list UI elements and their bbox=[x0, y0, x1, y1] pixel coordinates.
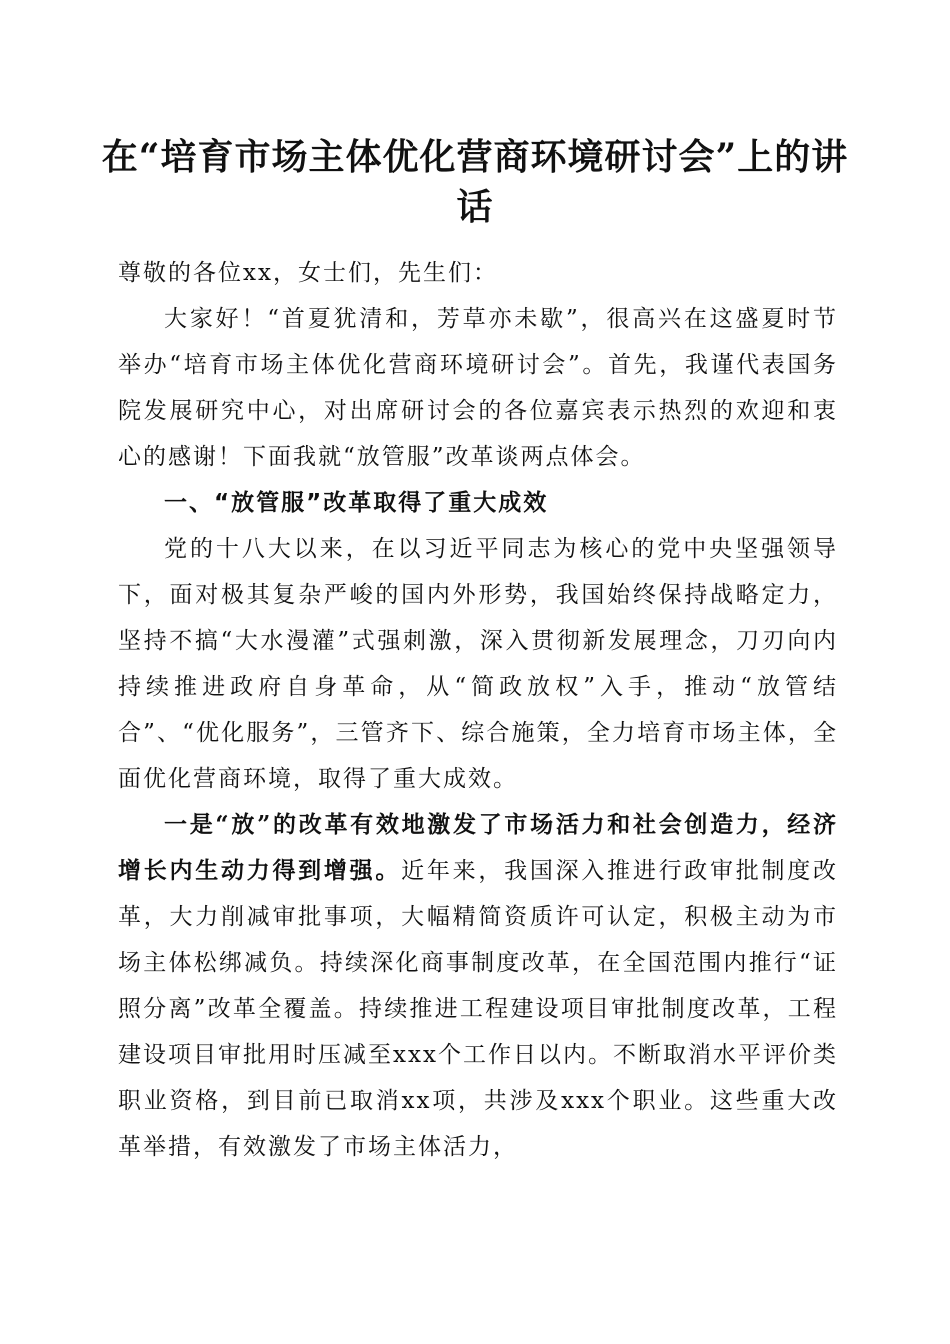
salutation: 尊敬的各位xx，女士们，先生们： bbox=[118, 260, 498, 286]
section-one-heading: 一、“放管服”改革取得了重大成效 bbox=[164, 490, 549, 516]
point-one-paragraph bbox=[118, 802, 838, 1170]
point-one-body: 近年来，我国深入推进行政审批制度改革，大力削减审批事项，大幅精简资质许可认定，积极主动为市场主体松绑减负。持续深化商事制度改革，在全国范围内推行“证照分离”改革全覆盖。持续推进工程建设项目审批制度改革，工程建设项目审批用时压减至xxx个工作日以内。不断取消水平评价类职业资格，到目前已取消xx项，共涉及xxx个职业。这些重大改革举措，有效激发了市场主体活力， bbox=[118, 858, 839, 1160]
document-title: 在“培育市场主体优化营商环境研讨会”上的讲话 bbox=[101, 136, 849, 228]
point-one-lead: 一是“放”的改革有效地激发了市场活力和社会创造力，经济增长内生动力得到增强。 bbox=[118, 811, 838, 884]
section-one-intro-paragraph: 党的十八大以来，在以习近平同志为核心的党中央坚强领导下，面对极其复杂严峻的国内外形势，我国始终保持战略定力，坚持不搞“大水漫灌”式强刺激，深入贯彻新发展理念，刀刃向内持续推进政府自身革命，从“简政放权”入手，推动“放管结合”、“优化服务”，三管齐下、综合施策，全力培育市场主体，全面优化营商环境，取得了重大成效。 bbox=[118, 536, 838, 792]
document-body bbox=[118, 250, 838, 1170]
opening-paragraph: 大家好！“首夏犹清和，芳草亦未歇”，很高兴在这盛夏时节举办“培育市场主体优化营商环境研讨会”。首先，我谨代表国务院发展研究中心，对出席研讨会的各位嘉宾表示热烈的欢迎和衷心的感谢！下面我就“放管服”改革谈两点体会。 bbox=[118, 306, 838, 470]
